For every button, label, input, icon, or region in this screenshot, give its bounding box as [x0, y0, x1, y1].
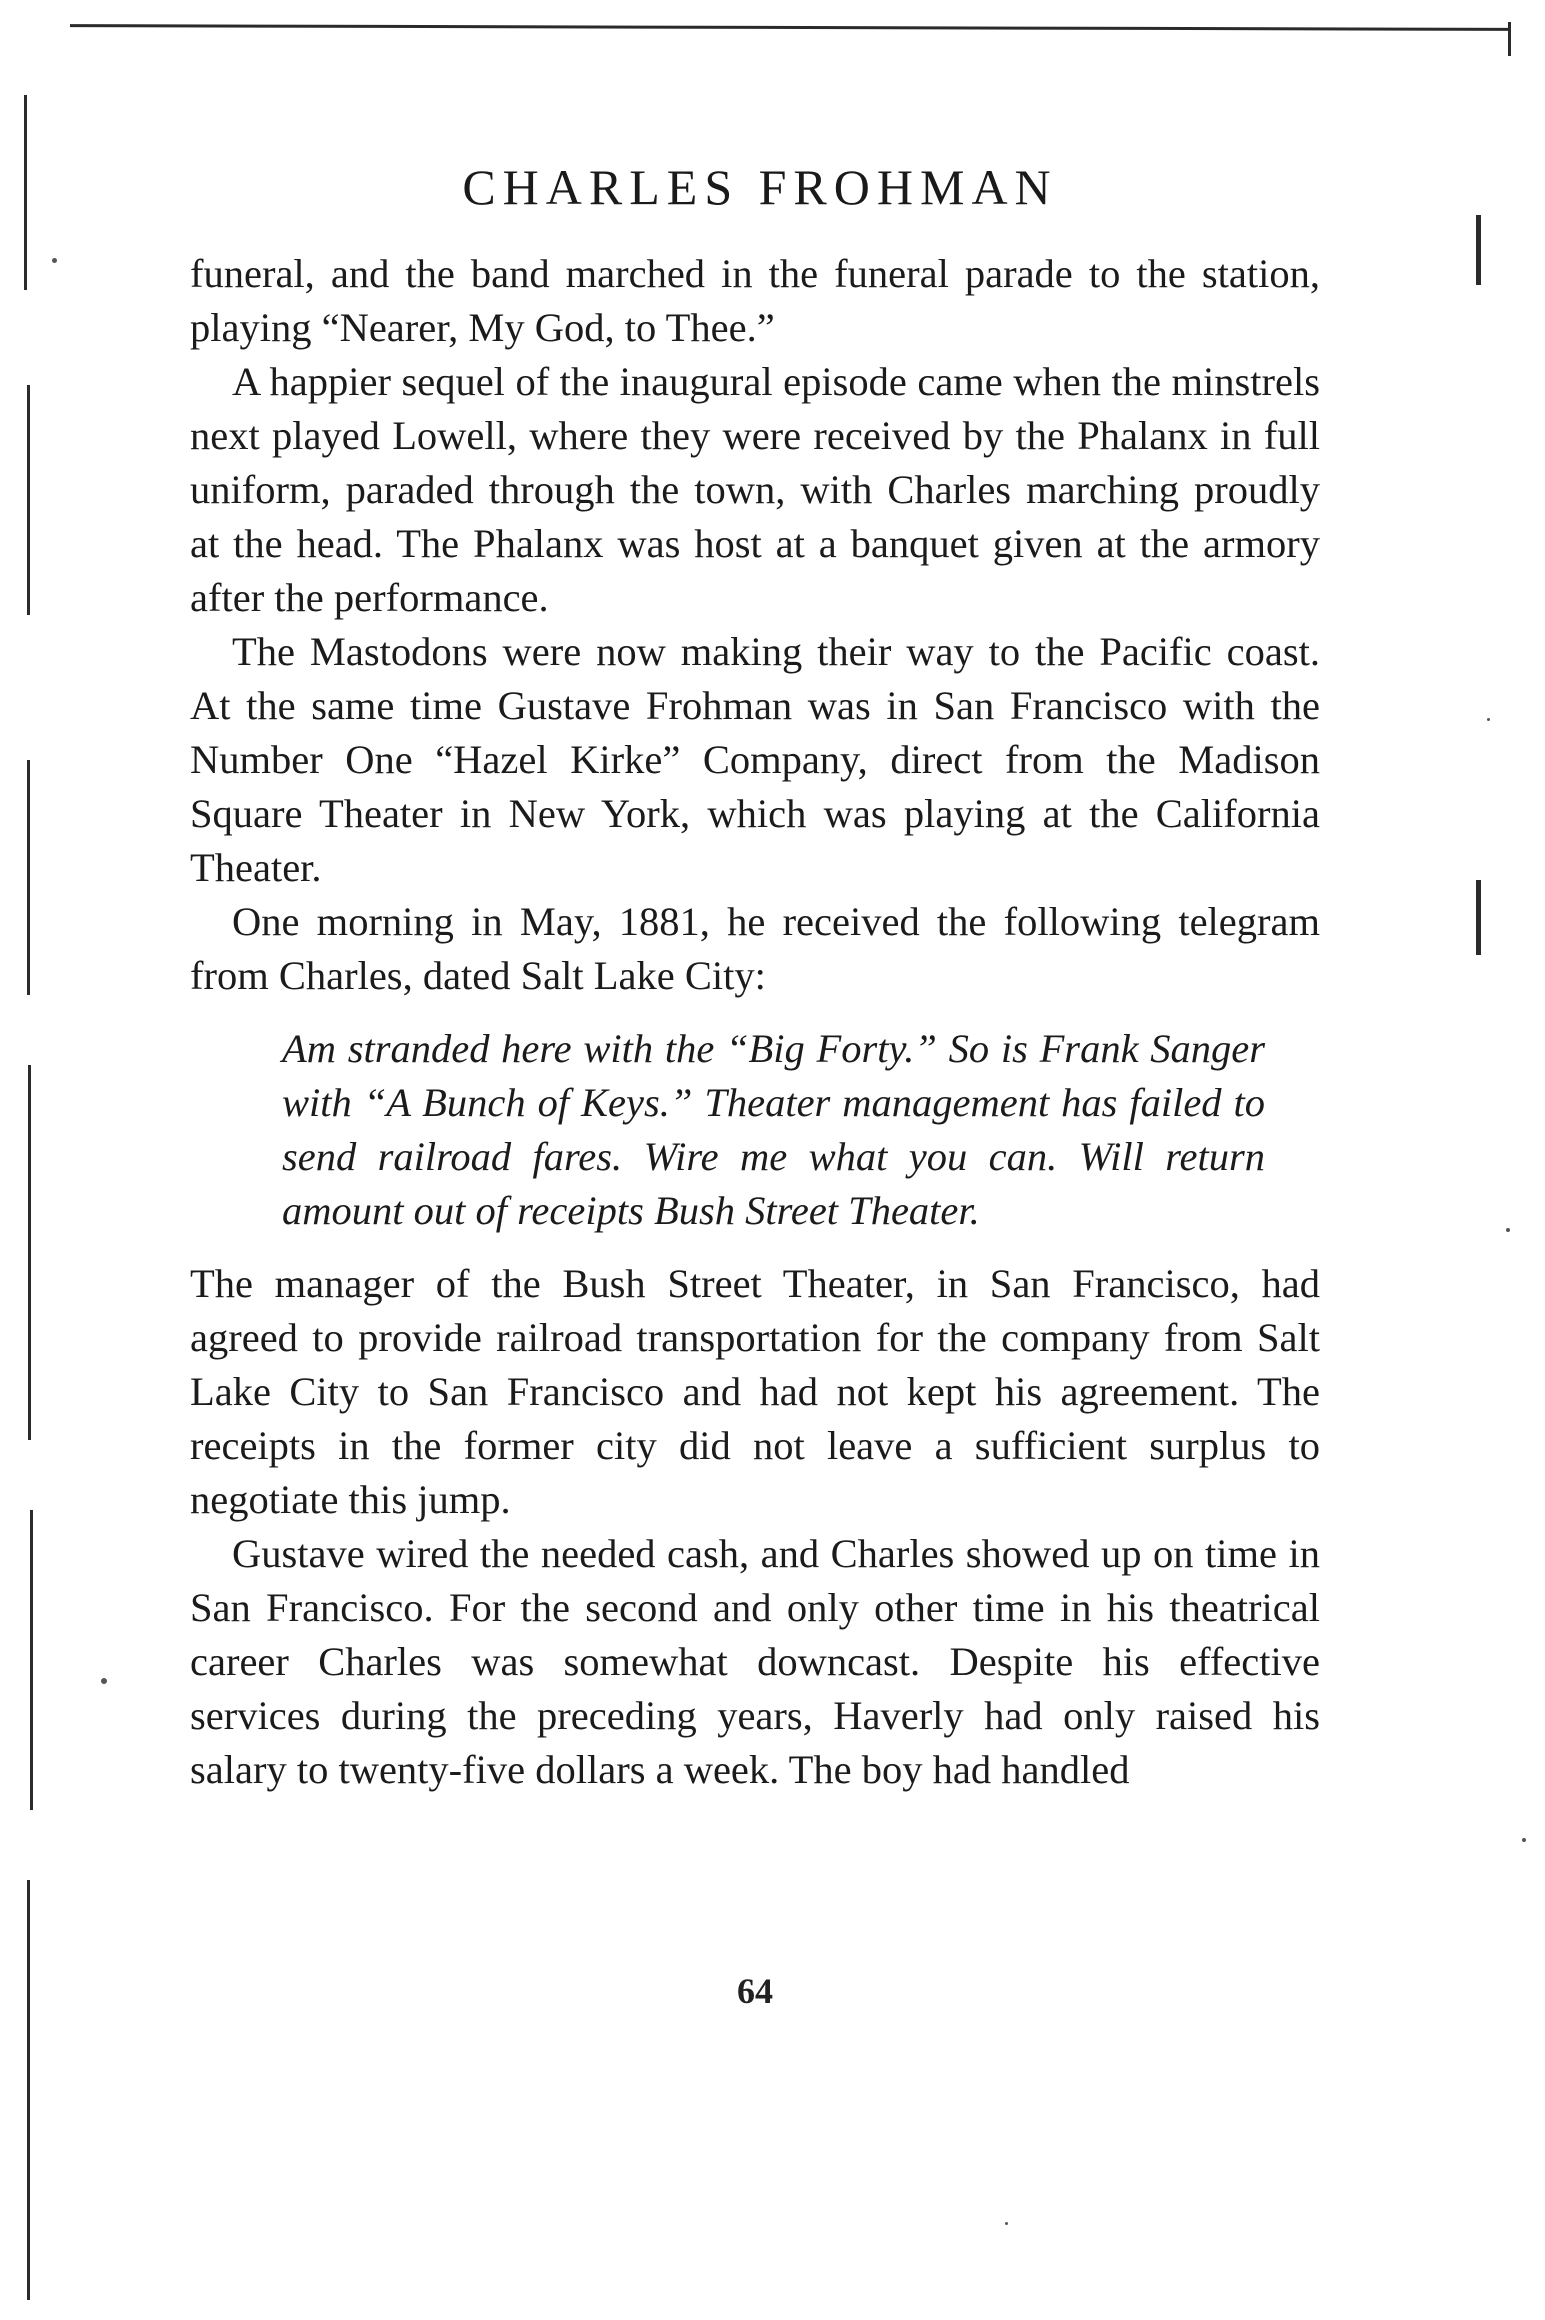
- paragraph: funeral, and the band marched in the funeral parade to the station, playing “Nearer, My God, to Thee.”: [190, 251, 1320, 350]
- paragraph: The Mastodons were now making their way to the Pacific coast. At the same time Gustave Frohman was in San Francisco with the Number One “Hazel Kirke” Company, direct from the Madison Square Theater in New York, which was playing at the California Theater.: [190, 629, 1320, 890]
- page-body: [190, 247, 1320, 1797]
- page-number: 64: [737, 1971, 773, 2011]
- scan-edge-mark: [1476, 215, 1481, 285]
- running-title: CHARLES FROHMAN: [462, 159, 1058, 215]
- paragraph: The manager of the Bush Street Theater, in San Francisco, had agreed to provide railroad transportation for the company from Salt Lake City to San Francisco and had not kept his agreement. The receipts in the former city did not leave a sufficient surplus to negotiate this jump.: [190, 1261, 1320, 1522]
- scan-speck: [1522, 1838, 1526, 1842]
- scan-speck: [101, 1678, 107, 1684]
- scan-edge-mark: [28, 1065, 31, 1440]
- paragraph: One morning in May, 1881, he received the following telegram from Charles, dated Salt Lake City:: [190, 899, 1320, 998]
- scan-edge-mark: [1476, 880, 1481, 955]
- scan-speck: [1506, 1228, 1510, 1232]
- scan-edge-mark: [27, 760, 30, 995]
- telegram-quote: Am stranded here with the “Big Forty.” So is Frank Sanger with “A Bunch of Keys.” Theater management has failed to send railroad fares. Wire me what you can. Will return amount out of receipts Bush Street Theater.: [282, 1026, 1265, 1233]
- scan-edge-mark: [30, 1510, 33, 1810]
- scan-speck: [52, 258, 57, 263]
- scan-speck: [1487, 718, 1490, 721]
- scan-edge-mark: [27, 1880, 30, 2300]
- scan-top-rule: [70, 24, 1510, 31]
- paragraph: A happier sequel of the inaugural episode came when the minstrels next played Lowell, where they were received by the Phalanx in full uniform, paraded through the town, with Charles marching proudly at the head. The Phalanx was host at a banquet given at the armory after the performance.: [190, 359, 1320, 620]
- scan-edge-mark: [24, 95, 27, 290]
- scan-top-rule-end: [1508, 22, 1511, 56]
- scan-edge-mark: [27, 385, 30, 615]
- paragraph: Gustave wired the needed cash, and Charles showed up on time in San Francisco. For the second and only other time in his theatrical career Charles was somewhat downcast. Despite his effective services during the preceding years, Haverly had only raised his salary to twenty-five dollars a week. The boy had handled: [190, 1531, 1320, 1792]
- scan-speck: [1005, 2222, 1008, 2225]
